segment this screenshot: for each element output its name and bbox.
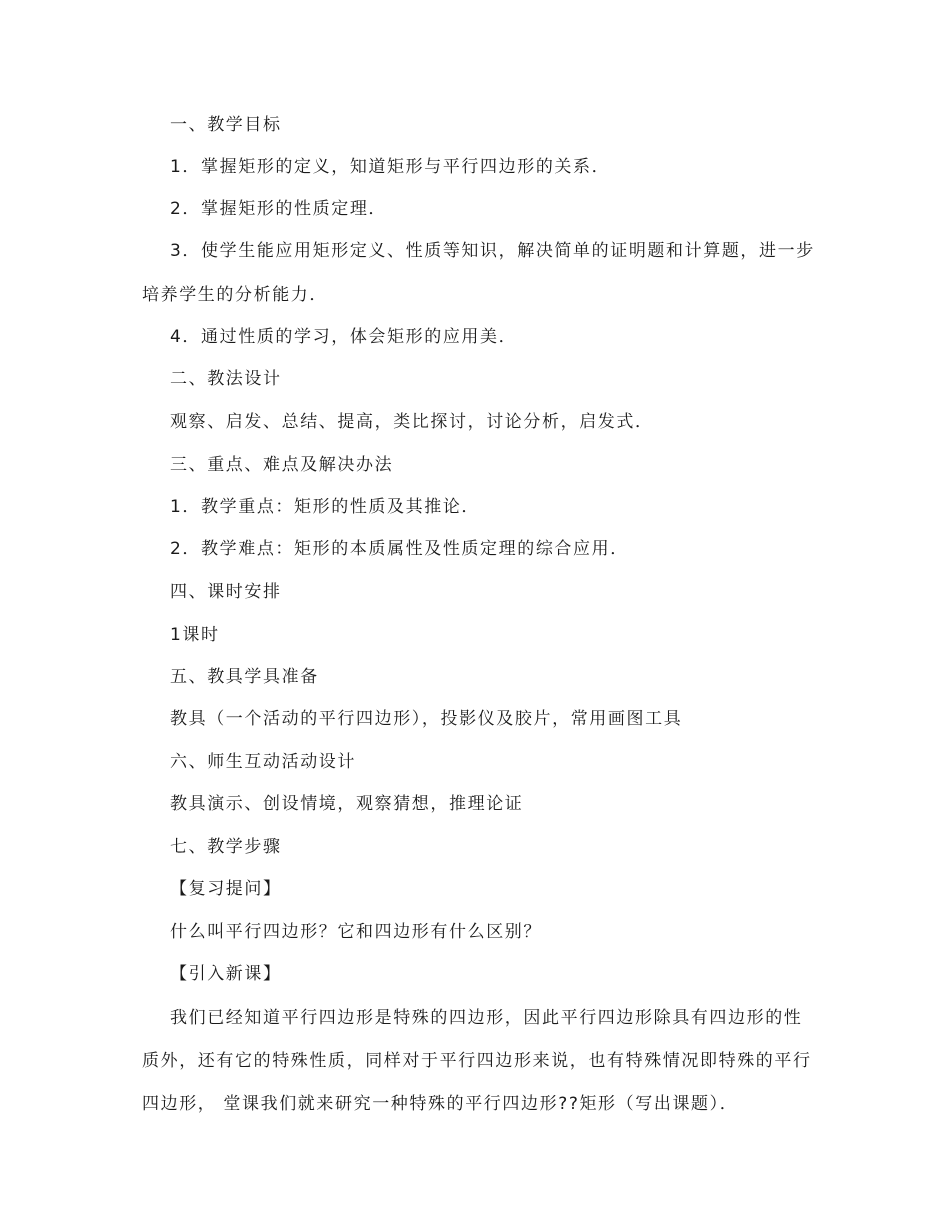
intro-heading: 【引入新课】 (170, 964, 282, 984)
review-heading: 【复习提问】 (170, 879, 282, 899)
section-heading-schedule: 四、课时安排 (170, 582, 282, 602)
review-question: 什么叫平行四边形？它和四边形有什么区别？ (170, 922, 542, 942)
objective-item-4: 4．通过性质的学习，体会矩形的应用美． (170, 327, 518, 347)
intro-paragraph-line-3: 四边形， 堂课我们就来研究一种特殊的平行四边形??矩形（写出课题）． (142, 1094, 739, 1114)
methods-text: 观察、启发、总结、提高，类比探讨，讨论分析，启发式． (170, 412, 654, 432)
section-heading-activities: 六、师生互动活动设计 (170, 752, 356, 772)
section-heading-materials: 五、教具学具准备 (170, 667, 319, 687)
objective-item-3-continued: 培养学生的分析能力． (142, 285, 328, 305)
activities-text: 教具演示、创设情境，观察猜想，推理论证 (170, 794, 524, 814)
section-heading-objectives: 一、教学目标 (170, 115, 282, 135)
intro-paragraph-line-1: 我们已经知道平行四边形是特殊的四边形，因此平行四边形除具有四边形的性 (170, 1008, 803, 1028)
key-point-2: 2．教学难点：矩形的本质属性及性质定理的综合应用． (170, 539, 629, 559)
section-heading-steps: 七、教学步骤 (170, 837, 282, 857)
schedule-text: 1课时 (170, 625, 220, 645)
objective-item-2: 2．掌握矩形的性质定理． (170, 199, 388, 219)
section-heading-methods: 二、教法设计 (170, 369, 282, 389)
objective-item-3: 3．使学生能应用矩形定义、性质等知识，解决简单的证明题和计算题，进一步 (170, 241, 815, 261)
materials-text: 教具（一个活动的平行四边形），投影仪及胶片，常用画图工具 (170, 709, 683, 729)
section-heading-key-points: 三、重点、难点及解决办法 (170, 455, 394, 475)
key-point-1: 1．教学重点：矩形的性质及其推论． (170, 497, 481, 517)
objective-item-1: 1．掌握矩形的定义，知道矩形与平行四边形的关系． (170, 157, 611, 177)
intro-paragraph-line-2: 质外，还有它的特殊性质，同样对于平行四边形来说，也有特殊情况即特殊的平行 (142, 1051, 812, 1071)
